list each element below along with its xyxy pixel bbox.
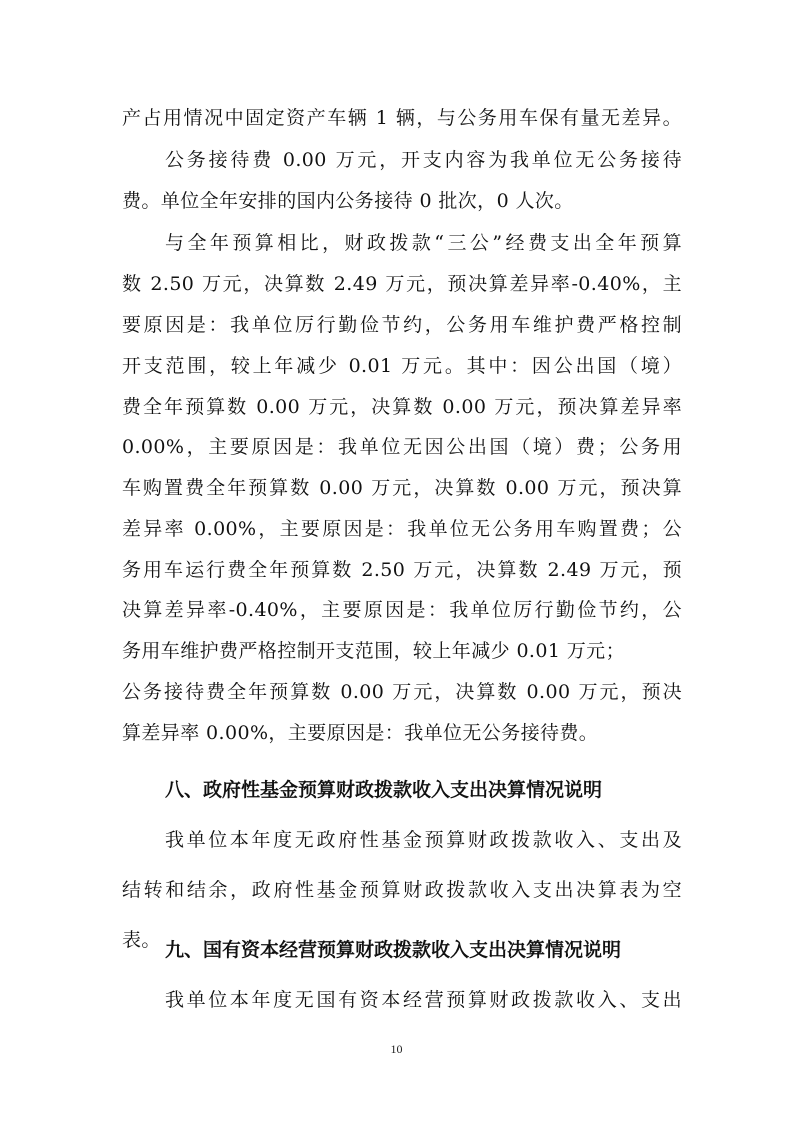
body-line: 算差异率 0.00%，主要原因是：我单位无公务接待费。: [122, 722, 599, 744]
body-line: 与全年预算相比，财政拨款“三公”经费支出全年预算: [165, 232, 682, 254]
body-line: 开支范围，较上年减少 0.01 万元。其中：因公出国（境）: [122, 355, 682, 377]
body-line: 公务接待费 0.00 万元，开支内容为我单位无公务接待: [165, 149, 682, 171]
body-line: 我单位本年度无政府性基金预算财政拨款收入、支出及: [165, 829, 682, 851]
section-heading: 九、国有资本经营预算财政拨款收入支出决算情况说明: [165, 939, 622, 961]
body-line: 结转和结余，政府性基金预算财政拨款收入支出决算表为空: [122, 879, 682, 901]
body-line: 决算差异率-0.40%，主要原因是：我单位厉行勤俭节约，公: [122, 599, 682, 621]
body-line: 公务接待费全年预算数 0.00 万元，决算数 0.00 万元，预决: [122, 681, 682, 703]
section-heading: 八、政府性基金预算财政拨款收入支出决算情况说明: [165, 779, 603, 801]
body-line: 数 2.50 万元，决算数 2.49 万元，预决算差异率-0.40%，主: [122, 273, 682, 295]
body-line: 车购置费全年预算数 0.00 万元，决算数 0.00 万元，预决算: [122, 477, 682, 499]
body-line: 费。单位全年安排的国内公务接待 0 批次，0 人次。: [122, 190, 574, 212]
body-line: 要原因是：我单位厉行勤俭节约，公务用车维护费严格控制: [122, 314, 682, 336]
body-line: 务用车运行费全年预算数 2.50 万元，决算数 2.49 万元，预: [122, 559, 682, 581]
body-line: 差异率 0.00%，主要原因是：我单位无公务用车购置费；公: [122, 518, 682, 540]
page-number: 10: [390, 1042, 403, 1056]
body-line: 表。: [122, 929, 161, 951]
body-line: 产占用情况中固定资产车辆 1 辆，与公务用车保有量无差异。: [122, 107, 682, 129]
body-line: 我单位本年度无国有资本经营预算财政拨款收入、支出: [165, 989, 682, 1011]
body-line: 费全年预算数 0.00 万元，决算数 0.00 万元，预决算差异率: [122, 396, 682, 418]
body-line: 0.00%，主要原因是：我单位无因公出国（境）费；公务用: [122, 436, 682, 458]
body-line: 务用车维护费严格控制开支范围，较上年减少 0.01 万元；: [122, 640, 625, 662]
